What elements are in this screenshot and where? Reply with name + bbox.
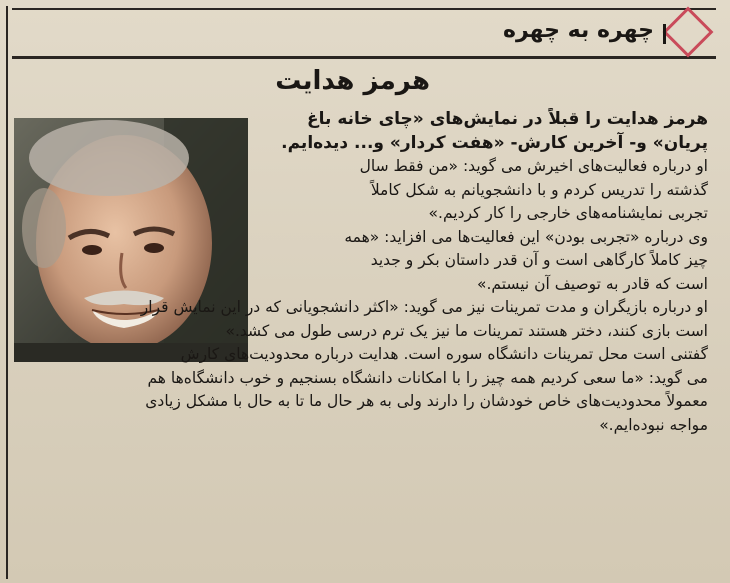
article-line: او درباره بازیگران و مدت تمرینات نیز می گوید: «اکثر دانشجویانی که در این نمایش قرار <box>140 298 708 316</box>
header-top-rule <box>12 8 716 10</box>
article-line: هرمز هدایت را قبلاً در نمایش‌های «چای خانه باغ <box>307 109 708 129</box>
article-line: می گوید: «ما سعی کردیم همه چیز را با امکانات دانشگاه بسنجیم و خوب دانشگاه‌ها هم <box>147 368 708 387</box>
article-line: او درباره فعالیت‌های اخیرش می گوید: «من فقط سال <box>359 157 708 175</box>
article-line: گذشته را تدریس کردم و با دانشجویانم به شکل کاملاً <box>370 180 708 199</box>
article-line: چیز کاملاً کارگاهی است و آن قدر داستان بکر و جدید <box>370 251 708 269</box>
article-line: تجربی نمایشنامه‌های خارجی را کار کردیم.» <box>428 204 708 222</box>
article-line: است بازی کنند، دختر هستند تمرینات ما نیز یک ترم درسی طول می کشد.» <box>225 321 708 340</box>
article-line: گفتنی است محل تمرینات دانشگاه سوره است. هدایت درباره محدودیت‌های کارش <box>180 345 708 363</box>
article-line: وی درباره «تجربی بودن» این فعالیت‌ها می افزاید: «همه <box>344 227 708 246</box>
article-line: مواجه نبوده‌ایم.» <box>599 415 708 434</box>
title-bar-mark <box>663 24 666 44</box>
section-header <box>12 8 716 59</box>
article-body <box>8 108 708 437</box>
article-line: معمولاً محدودیت‌های خاص خودشان را دارند ولی به هر حال ما تا به حال با مشکل زیادی <box>145 392 708 410</box>
section-title: چهره به چهره <box>502 18 654 43</box>
article-line: پریان» و- آخرین کارش- «هفت کردار» و... دیده‌ایم. <box>281 132 708 153</box>
diamond-icon <box>663 7 714 58</box>
article-line: است که قادر به توصیف آن نیستم.» <box>476 274 708 293</box>
headline: هرمز هدایت <box>275 66 430 96</box>
